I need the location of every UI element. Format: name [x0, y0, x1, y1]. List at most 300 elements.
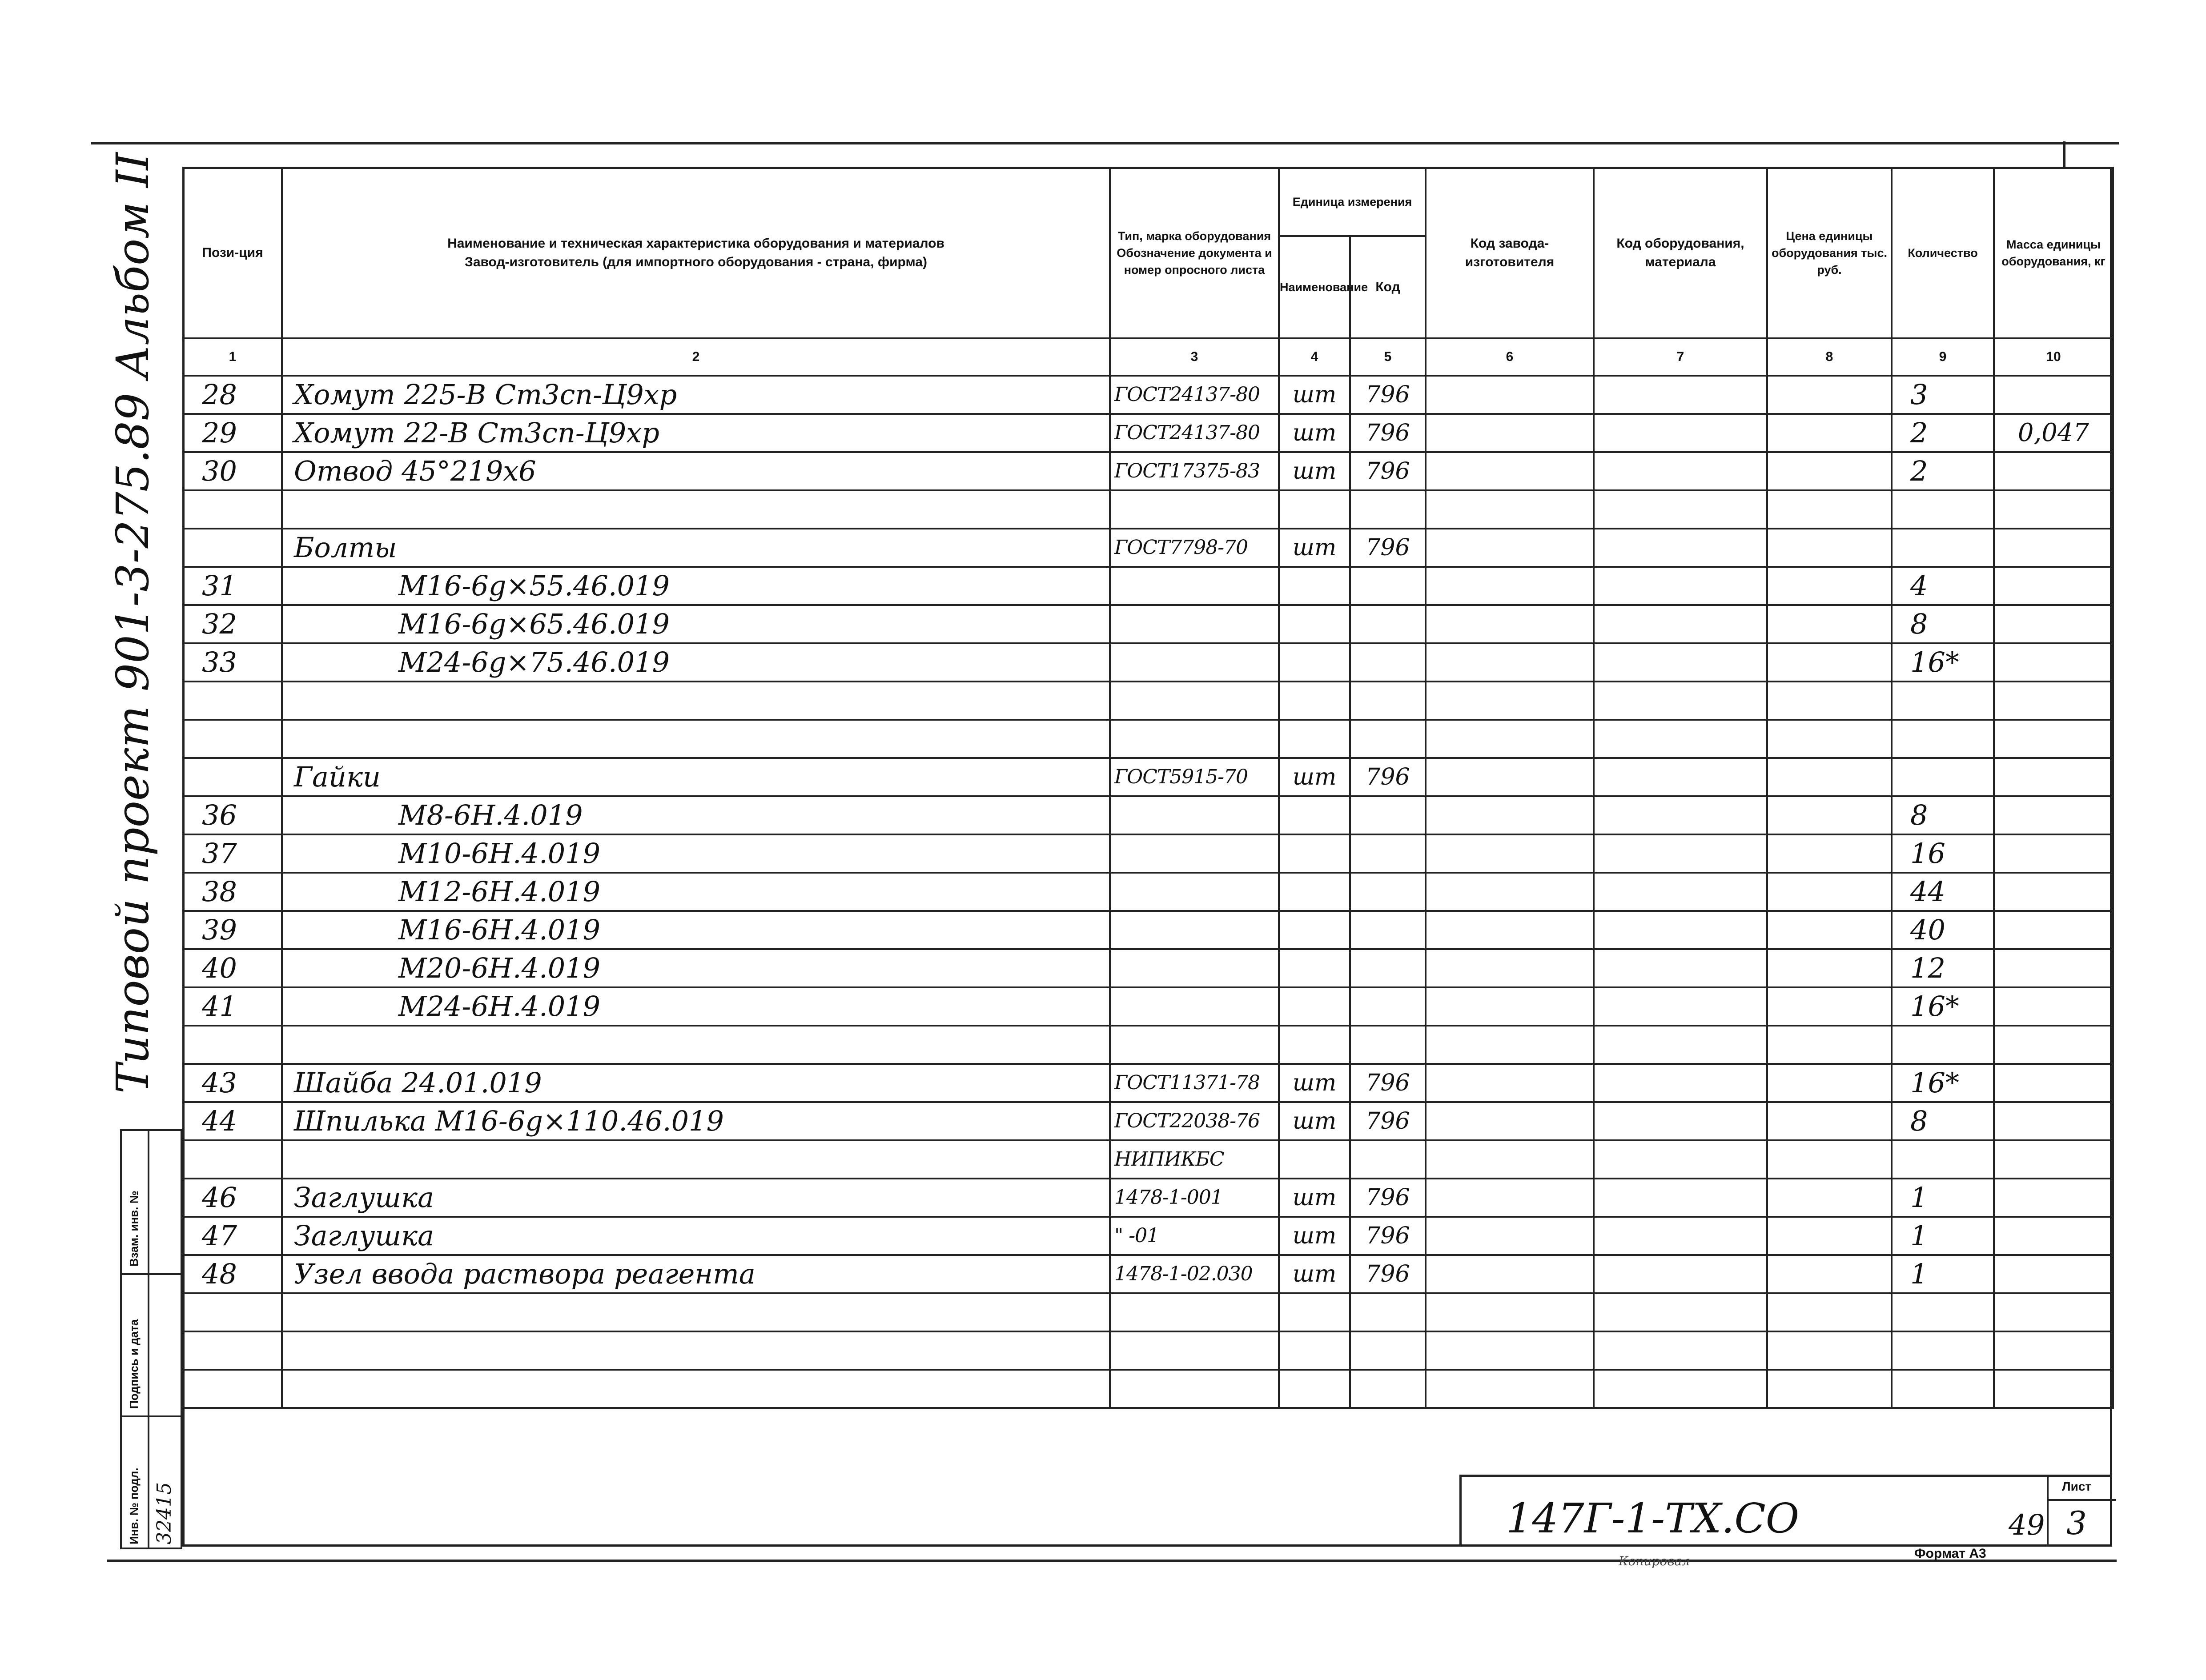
row-mass [1994, 567, 2113, 605]
row-equipment-code [1594, 490, 1767, 529]
row-position: 36 [183, 796, 282, 834]
table-row [183, 490, 2113, 529]
row-equipment-code [1594, 1255, 1767, 1293]
row-quantity: 4 [1892, 567, 1994, 605]
header-mass: Масса единицы оборудования, кг [1994, 168, 2113, 338]
row-mass [1994, 682, 2113, 720]
header-name [282, 168, 1110, 338]
row-price [1767, 376, 1892, 414]
table-row [183, 911, 2113, 949]
row-unit-code [1350, 490, 1426, 529]
row-equipment-code [1594, 529, 1767, 567]
row-quantity [1892, 1140, 1994, 1179]
table-header-row [183, 168, 2113, 236]
row-mass [1994, 1255, 2113, 1293]
table-row [183, 414, 2113, 452]
table-row [183, 1102, 2113, 1140]
corner-box [2063, 141, 2114, 168]
row-unit-code [1350, 1026, 1426, 1064]
column-number: 1 [183, 338, 282, 376]
table-row [183, 1064, 2113, 1102]
row-unit-code: 796 [1350, 529, 1426, 567]
row-factory-code [1426, 605, 1594, 643]
row-factory-code [1426, 643, 1594, 682]
row-name: М16-6g×55.46.019 [282, 567, 1110, 605]
row-unit: шт [1279, 1255, 1350, 1293]
column-number: 4 [1279, 338, 1350, 376]
row-document: ГОСТ24137-80 [1110, 376, 1279, 414]
row-equipment-code [1594, 949, 1767, 987]
row-mass [1994, 1026, 2113, 1064]
row-unit-code [1350, 567, 1426, 605]
row-unit-code [1350, 1293, 1426, 1331]
row-factory-code [1426, 1331, 1594, 1370]
row-equipment-code [1594, 682, 1767, 720]
row-unit: шт [1279, 758, 1350, 796]
row-document [1110, 1370, 1279, 1408]
row-position: 30 [183, 452, 282, 490]
copied-by-label: Копировал [1619, 1554, 1690, 1568]
header-type [1110, 168, 1279, 338]
row-price [1767, 490, 1892, 529]
row-name: М16-6g×65.46.019 [282, 605, 1110, 643]
row-document [1110, 834, 1279, 873]
format-label: Формат А3 [1914, 1546, 1986, 1561]
row-equipment-code [1594, 1064, 1767, 1102]
column-number: 7 [1594, 338, 1767, 376]
row-price [1767, 529, 1892, 567]
row-mass [1994, 1331, 2113, 1370]
column-number: 3 [1110, 338, 1279, 376]
row-unit [1279, 567, 1350, 605]
row-factory-code [1426, 911, 1594, 949]
stamp-divider [122, 1273, 182, 1275]
row-unit: шт [1279, 414, 1350, 452]
row-mass [1994, 490, 2113, 529]
row-document: ГОСТ24137-80 [1110, 414, 1279, 452]
column-number: 9 [1892, 338, 1994, 376]
row-mass [1994, 987, 2113, 1026]
row-equipment-code [1594, 987, 1767, 1026]
row-quantity: 8 [1892, 1102, 1994, 1140]
row-unit [1279, 1370, 1350, 1408]
row-factory-code [1426, 376, 1594, 414]
row-price [1767, 949, 1892, 987]
row-unit-code [1350, 834, 1426, 873]
table-row [183, 452, 2113, 490]
row-position [183, 720, 282, 758]
header-price: Цена единицы оборудования тыс. руб. [1767, 168, 1892, 338]
row-equipment-code [1594, 1179, 1767, 1217]
row-price [1767, 1255, 1892, 1293]
row-document [1110, 643, 1279, 682]
table-row [183, 1140, 2113, 1179]
row-position: 37 [183, 834, 282, 873]
row-name: М24-6Н.4.019 [282, 987, 1110, 1026]
row-unit-code: 796 [1350, 414, 1426, 452]
row-position: 29 [183, 414, 282, 452]
row-document: ГОСТ11371-78 [1110, 1064, 1279, 1102]
row-document: ГОСТ22038-76 [1110, 1102, 1279, 1140]
stamp-inventory-value: 32415 [153, 1482, 176, 1544]
row-factory-code [1426, 682, 1594, 720]
row-name: Отвод 45°219х6 [282, 452, 1110, 490]
row-mass [1994, 720, 2113, 758]
row-name: Шпилька М16-6g×110.46.019 [282, 1102, 1110, 1140]
table-row [183, 605, 2113, 643]
row-document [1110, 873, 1279, 911]
row-price [1767, 1179, 1892, 1217]
row-unit-code: 796 [1350, 452, 1426, 490]
row-equipment-code [1594, 720, 1767, 758]
row-position: 47 [183, 1217, 282, 1255]
table-row [183, 796, 2113, 834]
row-price [1767, 1026, 1892, 1064]
row-unit [1279, 1331, 1350, 1370]
row-unit: шт [1279, 452, 1350, 490]
row-unit [1279, 720, 1350, 758]
row-name [282, 1140, 1110, 1179]
row-name: М16-6Н.4.019 [282, 911, 1110, 949]
row-position [183, 682, 282, 720]
row-quantity: 8 [1892, 605, 1994, 643]
row-factory-code [1426, 567, 1594, 605]
table-row [183, 873, 2113, 911]
row-document [1110, 490, 1279, 529]
row-quantity [1892, 1370, 1994, 1408]
sheet-label: Лист [2062, 1480, 2092, 1493]
row-unit [1279, 987, 1350, 1026]
row-unit-code [1350, 796, 1426, 834]
title-block [1459, 1475, 2112, 1547]
row-mass: 0,047 [1994, 414, 2113, 452]
row-factory-code [1426, 1179, 1594, 1217]
table-row [183, 758, 2113, 796]
row-unit [1279, 1026, 1350, 1064]
row-price [1767, 452, 1892, 490]
row-document [1110, 1331, 1279, 1370]
row-quantity [1892, 529, 1994, 567]
row-unit: шт [1279, 376, 1350, 414]
row-unit [1279, 490, 1350, 529]
row-unit: шт [1279, 1064, 1350, 1102]
row-mass [1994, 1179, 2113, 1217]
row-position [183, 1331, 282, 1370]
header-quantity: Количество [1892, 168, 1994, 338]
row-unit-code [1350, 911, 1426, 949]
row-unit-code: 796 [1350, 1064, 1426, 1102]
row-name [282, 1331, 1110, 1370]
row-unit [1279, 949, 1350, 987]
row-equipment-code [1594, 911, 1767, 949]
table-row [183, 567, 2113, 605]
row-factory-code [1426, 1064, 1594, 1102]
row-position: 48 [183, 1255, 282, 1293]
row-equipment-code [1594, 1102, 1767, 1140]
column-numbers-row [183, 338, 2113, 376]
row-mass [1994, 796, 2113, 834]
row-name: М20-6Н.4.019 [282, 949, 1110, 987]
row-unit [1279, 911, 1350, 949]
row-factory-code [1426, 1293, 1594, 1331]
row-quantity: 2 [1892, 452, 1994, 490]
header-name-line2: Завод-изготовитель (для импортного оборудования - страна, фирма) [465, 255, 927, 269]
row-document [1110, 605, 1279, 643]
column-number: 2 [282, 338, 1110, 376]
row-price [1767, 1102, 1892, 1140]
row-price [1767, 1370, 1892, 1408]
row-price [1767, 796, 1892, 834]
row-price [1767, 873, 1892, 911]
row-mass [1994, 376, 2113, 414]
specification-table [182, 167, 2114, 1409]
row-factory-code [1426, 1026, 1594, 1064]
row-mass [1994, 1140, 2113, 1179]
row-position [183, 1293, 282, 1331]
row-quantity: 1 [1892, 1217, 1994, 1255]
row-document [1110, 949, 1279, 987]
row-mass [1994, 1293, 2113, 1331]
row-factory-code [1426, 414, 1594, 452]
row-position [183, 758, 282, 796]
row-unit-code: 796 [1350, 376, 1426, 414]
row-factory-code [1426, 1255, 1594, 1293]
row-name: М10-6Н.4.019 [282, 834, 1110, 873]
row-price [1767, 834, 1892, 873]
row-price [1767, 682, 1892, 720]
row-unit-code [1350, 682, 1426, 720]
row-quantity [1892, 490, 1994, 529]
row-position [183, 1026, 282, 1064]
row-price [1767, 414, 1892, 452]
header-type-line2: Обозначение документа и номер опросного листа [1117, 246, 1272, 277]
header-unit-name: Наименование [1279, 236, 1350, 338]
row-unit [1279, 682, 1350, 720]
row-name: Шайба 24.01.019 [282, 1064, 1110, 1102]
sheet-cell [2047, 1477, 2116, 1547]
row-equipment-code [1594, 1293, 1767, 1331]
row-document [1110, 911, 1279, 949]
row-factory-code [1426, 1217, 1594, 1255]
row-quantity: 44 [1892, 873, 1994, 911]
column-number: 5 [1350, 338, 1426, 376]
row-quantity: 3 [1892, 376, 1994, 414]
row-position: 28 [183, 376, 282, 414]
row-position: 44 [183, 1102, 282, 1140]
top-border-line [91, 142, 2119, 144]
row-document [1110, 796, 1279, 834]
row-position [183, 1370, 282, 1408]
row-quantity: 8 [1892, 796, 1994, 834]
row-price [1767, 911, 1892, 949]
row-mass [1994, 911, 2113, 949]
row-position: 40 [183, 949, 282, 987]
table-body [183, 376, 2113, 1408]
row-mass [1994, 1064, 2113, 1102]
row-unit-code [1350, 873, 1426, 911]
table-row [183, 720, 2113, 758]
row-mass [1994, 452, 2113, 490]
row-equipment-code [1594, 796, 1767, 834]
row-unit [1279, 643, 1350, 682]
table-row [183, 1217, 2113, 1255]
row-document: " -01 [1110, 1217, 1279, 1255]
row-factory-code [1426, 834, 1594, 873]
row-quantity: 16 [1892, 834, 1994, 873]
row-unit-code [1350, 720, 1426, 758]
row-mass [1994, 529, 2113, 567]
row-quantity: 1 [1892, 1255, 1994, 1293]
row-mass [1994, 643, 2113, 682]
row-name: М12-6Н.4.019 [282, 873, 1110, 911]
row-unit-code: 796 [1350, 1179, 1426, 1217]
row-mass [1994, 605, 2113, 643]
row-quantity: 40 [1892, 911, 1994, 949]
row-unit-code [1350, 1370, 1426, 1408]
table-row [183, 987, 2113, 1026]
row-price [1767, 1331, 1892, 1370]
row-quantity [1892, 1026, 1994, 1064]
row-factory-code [1426, 987, 1594, 1026]
table-row [183, 529, 2113, 567]
row-equipment-code [1594, 414, 1767, 452]
row-position: 39 [183, 911, 282, 949]
side-title: Типовой проект 901-3-275.89 Альбом II [107, 152, 159, 1094]
stamp-vzam-label: Взам. инв. № [127, 1191, 141, 1267]
row-unit [1279, 873, 1350, 911]
table-row [183, 643, 2113, 682]
row-price [1767, 643, 1892, 682]
row-price [1767, 1140, 1892, 1179]
row-mass [1994, 1217, 2113, 1255]
bottom-border-line [107, 1560, 2117, 1562]
row-equipment-code [1594, 1026, 1767, 1064]
row-document: НИПИКБС [1110, 1140, 1279, 1179]
row-equipment-code [1594, 452, 1767, 490]
row-price [1767, 567, 1892, 605]
table-row [183, 1370, 2113, 1408]
sheet-divider [2049, 1499, 2116, 1501]
row-document: ГОСТ5915-70 [1110, 758, 1279, 796]
stamp-inventory-label: Инв. № подл. [127, 1467, 141, 1544]
row-mass [1994, 873, 2113, 911]
row-mass [1994, 834, 2113, 873]
row-name [282, 1370, 1110, 1408]
row-unit-code [1350, 949, 1426, 987]
column-number: 10 [1994, 338, 2113, 376]
row-name: Гайки [282, 758, 1110, 796]
row-factory-code [1426, 1370, 1594, 1408]
row-unit-code: 796 [1350, 758, 1426, 796]
row-unit [1279, 1293, 1350, 1331]
row-factory-code [1426, 949, 1594, 987]
row-unit-code [1350, 987, 1426, 1026]
row-name: Хомут 22-В Ст3сп-Ц9хр [282, 414, 1110, 452]
row-document [1110, 682, 1279, 720]
row-mass [1994, 758, 2113, 796]
row-unit: шт [1279, 529, 1350, 567]
row-equipment-code [1594, 1140, 1767, 1179]
row-quantity [1892, 758, 1994, 796]
row-name: М8-6Н.4.019 [282, 796, 1110, 834]
row-equipment-code [1594, 873, 1767, 911]
row-name: Узел ввода раствора реагента [282, 1255, 1110, 1293]
row-document [1110, 1293, 1279, 1331]
row-quantity [1892, 1331, 1994, 1370]
row-name: Заглушка [282, 1217, 1110, 1255]
table-row [183, 1026, 2113, 1064]
row-unit [1279, 605, 1350, 643]
row-unit-code [1350, 1140, 1426, 1179]
row-position [183, 490, 282, 529]
row-mass [1994, 1102, 2113, 1140]
column-number: 6 [1426, 338, 1594, 376]
row-document: ГОСТ17375-83 [1110, 452, 1279, 490]
row-equipment-code [1594, 1331, 1767, 1370]
row-document [1110, 1026, 1279, 1064]
row-price [1767, 987, 1892, 1026]
table-row [183, 1179, 2113, 1217]
row-factory-code [1426, 490, 1594, 529]
row-quantity: 2 [1892, 414, 1994, 452]
row-quantity: 16* [1892, 1064, 1994, 1102]
header-factory-code: Код завода-изготовителя [1426, 168, 1594, 338]
row-name [282, 490, 1110, 529]
row-unit-code [1350, 605, 1426, 643]
document-code: 147Г-1-ТХ.СО [1506, 1495, 1800, 1542]
row-document: 1478-1-001 [1110, 1179, 1279, 1217]
row-quantity: 16* [1892, 643, 1994, 682]
header-unit-group: Единица измерения [1279, 168, 1426, 236]
table-row [183, 1331, 2113, 1370]
row-equipment-code [1594, 567, 1767, 605]
row-quantity: 1 [1892, 1179, 1994, 1217]
row-quantity: 12 [1892, 949, 1994, 987]
row-factory-code [1426, 529, 1594, 567]
row-unit-code [1350, 1331, 1426, 1370]
row-unit [1279, 1140, 1350, 1179]
header-type-line1: Тип, марка оборудования [1117, 229, 1271, 243]
row-equipment-code [1594, 1370, 1767, 1408]
row-mass [1994, 949, 2113, 987]
header-equipment-code: Код оборудования, материала [1594, 168, 1767, 338]
row-price [1767, 720, 1892, 758]
sheet-number: 3 [2066, 1504, 2087, 1542]
row-unit-code: 796 [1350, 1255, 1426, 1293]
row-quantity: 16* [1892, 987, 1994, 1026]
row-price [1767, 605, 1892, 643]
row-equipment-code [1594, 376, 1767, 414]
table-row [183, 376, 2113, 414]
row-name [282, 720, 1110, 758]
row-position: 33 [183, 643, 282, 682]
column-number: 8 [1767, 338, 1892, 376]
row-position: 32 [183, 605, 282, 643]
row-factory-code [1426, 796, 1594, 834]
row-document [1110, 987, 1279, 1026]
row-price [1767, 1064, 1892, 1102]
row-equipment-code [1594, 1217, 1767, 1255]
row-name [282, 682, 1110, 720]
row-factory-code [1426, 452, 1594, 490]
row-mass [1994, 1370, 2113, 1408]
row-position: 43 [183, 1064, 282, 1102]
row-factory-code [1426, 1102, 1594, 1140]
header-name-line1: Наименование и техническая характеристика оборудования и материалов [447, 236, 944, 251]
row-equipment-code [1594, 643, 1767, 682]
page-number-hand: 49 [2009, 1509, 2045, 1542]
table-row [183, 682, 2113, 720]
